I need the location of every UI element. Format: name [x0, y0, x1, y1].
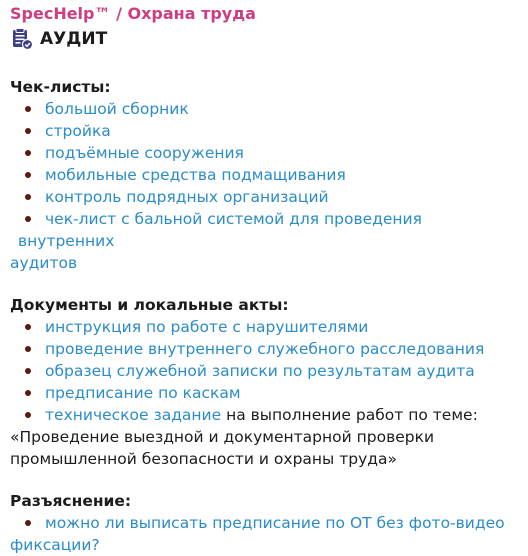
bullet-icon — [25, 172, 31, 178]
brand-breadcrumb[interactable]: SpecHelp™ / Охрана труда — [10, 4, 256, 23]
list-item — [10, 98, 518, 120]
list-item — [10, 142, 518, 164]
list-item-continuation — [10, 448, 518, 470]
doc-link-memo-sample[interactable]: образец служебной записки по результатам аудита — [45, 362, 475, 380]
documents-list — [10, 316, 518, 470]
clipboard-check-icon — [10, 27, 34, 51]
doc-link-violators[interactable]: инструкция по работе с нарушителями — [45, 318, 369, 336]
checklist-link-big-collection[interactable]: большой сборник — [45, 100, 189, 118]
checklist-link-scoring[interactable]: чек-лист с бальной системой для проведения внутренних — [18, 210, 422, 250]
bullet-icon — [25, 390, 31, 396]
bullet-icon — [25, 520, 31, 526]
documents-section — [10, 294, 518, 470]
bullet-icon — [25, 216, 31, 222]
checklists-section — [10, 76, 518, 274]
bullet-icon — [25, 128, 31, 134]
doc-link-helmets[interactable]: предписание по каскам — [45, 384, 241, 402]
list-item — [10, 164, 518, 186]
checklists-list — [10, 98, 518, 274]
list-item — [10, 404, 518, 426]
doc-link-investigation[interactable]: проведение внутреннего служебного расследования — [45, 340, 485, 358]
tech-spec-topic-line2: промышленной безопасности и охраны труда» — [10, 450, 397, 468]
explanation-section — [10, 490, 518, 556]
explanation-heading: Разъяснение: — [10, 492, 132, 510]
list-item — [10, 316, 518, 338]
bullet-icon — [25, 412, 31, 418]
bullet-icon — [25, 194, 31, 200]
doc-link-tech-spec[interactable]: техническое задание — [45, 406, 222, 424]
title-row — [10, 26, 518, 52]
explanation-link-cont[interactable]: фиксации? — [10, 536, 100, 554]
bullet-icon — [25, 368, 31, 374]
tech-spec-topic-line1: «Проведение выездной и документарной проверки — [10, 428, 435, 446]
list-item — [10, 208, 518, 252]
list-item — [10, 120, 518, 142]
explanation-link[interactable]: можно ли выписать предписание по ОТ без фото-видео — [45, 514, 505, 532]
bullet-icon — [25, 150, 31, 156]
list-item — [10, 186, 518, 208]
bullet-icon — [25, 324, 31, 330]
list-item — [10, 382, 518, 404]
bullet-icon — [25, 346, 31, 352]
list-item — [10, 360, 518, 382]
list-item-continuation — [10, 252, 518, 274]
bullet-icon — [25, 106, 31, 112]
checklist-link-contractors[interactable]: контроль подрядных организаций — [45, 188, 329, 206]
checklist-link-scoring-cont[interactable]: аудитов — [10, 254, 78, 272]
page-title: АУДИТ — [40, 29, 108, 49]
explanation-list — [10, 512, 518, 556]
list-item — [10, 338, 518, 360]
checklists-heading: Чек-листы: — [10, 78, 111, 96]
checklist-link-scaffolding[interactable]: мобильные средства подмащивания — [45, 166, 346, 184]
checklist-link-lifting[interactable]: подъёмные сооружения — [45, 144, 244, 162]
checklist-link-construction[interactable]: стройка — [45, 122, 111, 140]
tech-spec-text: на выполнение работ по теме: — [221, 406, 478, 424]
list-item-continuation — [10, 426, 518, 448]
documents-heading: Документы и локальные акты: — [10, 296, 289, 314]
list-item — [10, 512, 518, 534]
list-item-continuation — [10, 534, 518, 556]
